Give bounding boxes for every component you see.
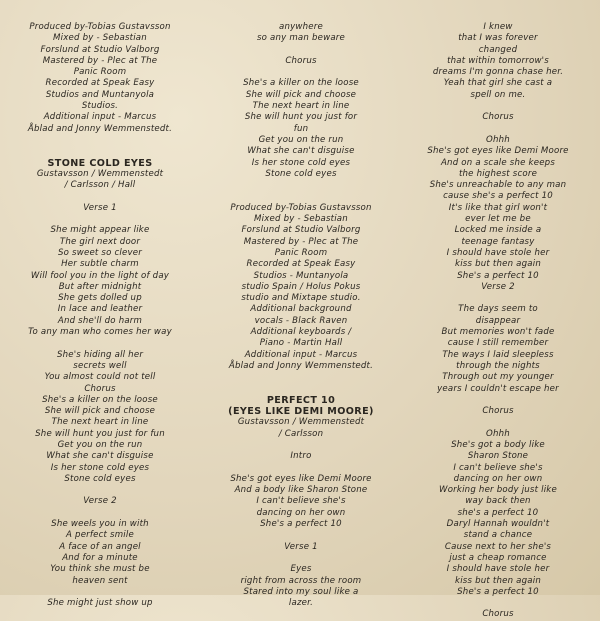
lyric-line: way back then bbox=[465, 496, 531, 507]
lyric-line: Additional keyboards / bbox=[250, 327, 352, 338]
lyric-line: Produced by-Tobias Gustavsson bbox=[230, 202, 372, 213]
lyric-line: the highest score bbox=[458, 168, 538, 179]
lyric-line: Yeah that girl she cast a bbox=[443, 78, 553, 89]
lyric-line: I should have stole her bbox=[446, 247, 550, 258]
lyric-line: Additional input - Marcus bbox=[244, 349, 358, 360]
lyric-line: Recorded at Speak Easy bbox=[45, 78, 155, 89]
lyric-line: Forslund at Studio Valborg bbox=[40, 44, 160, 55]
lyric-line: that within tomorrow's bbox=[447, 55, 549, 66]
lyric-line: She's a killer on the loose bbox=[42, 394, 158, 405]
blank-line bbox=[203, 67, 399, 78]
lyric-line: ever let me be bbox=[465, 214, 531, 225]
lyric-line: lazer. bbox=[288, 598, 314, 609]
lyric-line: right from across the room bbox=[240, 575, 362, 586]
lyric-line: She's unreachable to any man bbox=[429, 180, 567, 191]
lyric-line: heaven sent bbox=[72, 575, 128, 586]
lyric-line: dancing on her own bbox=[453, 473, 543, 484]
lyric-line: Mixed by - Sebastian bbox=[254, 214, 348, 225]
lyric-line: cause I still remember bbox=[447, 338, 549, 349]
lyric-line: A perfect smile bbox=[66, 530, 134, 541]
lyric-line: Gustavsson / Wemmenstedt bbox=[237, 417, 365, 428]
lyric-line: She's a killer on the loose bbox=[243, 78, 359, 89]
lyric-line: through the nights bbox=[456, 360, 540, 371]
lyric-line: And on a scale she keeps bbox=[440, 157, 556, 168]
lyric-line: The girl next door bbox=[59, 236, 141, 247]
lyric-line: Working her body just like bbox=[439, 485, 557, 496]
lyric-line: And for a minute bbox=[62, 552, 138, 563]
lyric-line: Additional input - Marcus bbox=[43, 112, 157, 123]
lyric-line: Through out my younger bbox=[442, 372, 554, 383]
lyric-line: changed bbox=[478, 44, 518, 55]
lyric-line: I can't believe she's bbox=[256, 496, 346, 507]
lyric-line: Panic Room bbox=[274, 247, 328, 258]
blank-line bbox=[203, 384, 399, 395]
lyric-line: She's a perfect 10 bbox=[457, 270, 539, 281]
lyric-line: And she'll do harm bbox=[57, 315, 143, 326]
lyric-line: She's got eyes like Demi Moore bbox=[230, 473, 372, 484]
lyric-line: Stone cold eyes bbox=[265, 168, 337, 179]
lyric-line: dreams I'm gonna chase her. bbox=[432, 67, 564, 78]
lyric-line: Panic Room bbox=[73, 67, 127, 78]
lyric-line: Åblad and Jonny Wemmenstedt. bbox=[27, 123, 173, 134]
blank-line bbox=[6, 135, 194, 146]
lyric-line: Mixed by - Sebastian bbox=[53, 33, 147, 44]
lyric-line: To any man who comes her way bbox=[28, 327, 172, 338]
lyric-line: / Carlsson bbox=[278, 428, 324, 439]
song-title: STONE COLD EYES bbox=[47, 157, 153, 169]
lyric-line: She weels you in with bbox=[51, 519, 149, 530]
lyric-line: Sharon Stone bbox=[467, 451, 529, 462]
lyric-line: Recorded at Speak Easy bbox=[246, 259, 356, 270]
lyric-line: Studios - Muntanyola bbox=[253, 270, 349, 281]
lyric-line: Piano - Martin Hall bbox=[259, 338, 343, 349]
lyric-line: that I was forever bbox=[458, 33, 538, 44]
lyric-line: I should have stole her bbox=[446, 564, 550, 575]
blank-line bbox=[203, 463, 399, 474]
lyric-line: She's got a body like bbox=[451, 439, 545, 450]
lyric-line: What she can't disguise bbox=[46, 451, 154, 462]
blank-line bbox=[6, 214, 194, 225]
lyric-line: She's a perfect 10 bbox=[457, 586, 539, 597]
lyric-line: The next heart in line bbox=[51, 417, 149, 428]
lyric-line: Eyes bbox=[290, 564, 312, 575]
blank-line bbox=[400, 598, 596, 609]
blank-line bbox=[6, 485, 194, 496]
song-title: (EYES LIKE DEMI MOORE) bbox=[228, 406, 374, 418]
lyric-line: Will fool you in the light of day bbox=[30, 270, 170, 281]
lyric-line: Ohhh bbox=[486, 428, 510, 439]
blank-line bbox=[203, 553, 399, 564]
lyric-line: A face of an angel bbox=[59, 541, 141, 552]
lyric-line: Verse 2 bbox=[83, 496, 117, 507]
lyric-line: She will pick and choose bbox=[44, 406, 156, 417]
lyric-line: Get you on the run bbox=[57, 439, 143, 450]
lyric-line: Additional background bbox=[250, 304, 352, 315]
lyric-line: Chorus bbox=[482, 112, 514, 123]
lyric-line: Verse 2 bbox=[481, 281, 515, 292]
lyric-line: But after midnight bbox=[58, 281, 142, 292]
blank-line bbox=[203, 530, 399, 541]
lyric-line: Stone cold eyes bbox=[64, 473, 136, 484]
lyric-line: Gustavsson / Wemmenstedt bbox=[36, 168, 164, 179]
lyric-line: She gets dolled up bbox=[58, 293, 142, 304]
lyric-line: Chorus bbox=[84, 383, 116, 394]
lyric-line: Get you on the run bbox=[258, 134, 344, 145]
lyric-line: Intro bbox=[290, 451, 312, 462]
blank-line bbox=[400, 101, 596, 112]
lyric-line: years I couldn't escape her bbox=[437, 383, 559, 394]
blank-line bbox=[203, 440, 399, 451]
blank-line bbox=[6, 338, 194, 349]
lyric-line: Locked me inside a bbox=[454, 225, 542, 236]
lyric-line: Chorus bbox=[482, 609, 514, 620]
lyric-line: stand a chance bbox=[463, 530, 533, 541]
lyric-line: Daryl Hannah wouldn't bbox=[446, 519, 550, 530]
lyrics-column-2 bbox=[203, 22, 399, 609]
blank-line bbox=[6, 146, 194, 157]
lyrics-column-3 bbox=[400, 22, 596, 621]
lyric-line: So sweet so clever bbox=[58, 247, 142, 258]
lyric-line: Forslund at Studio Valborg bbox=[241, 225, 361, 236]
blank-line bbox=[6, 191, 194, 202]
lyric-line: / Carlsson / Hall bbox=[64, 180, 136, 191]
lyric-line: She's got eyes like Demi Moore bbox=[427, 146, 569, 157]
lyric-line: Verse 1 bbox=[284, 541, 318, 552]
lyric-line: She will hunt you just for fun bbox=[35, 428, 165, 439]
lyric-line: studio Spain / Holus Pokus bbox=[241, 281, 361, 292]
lyric-line: But memories won't fade bbox=[441, 327, 555, 338]
lyric-line: She's a perfect 10 bbox=[260, 519, 342, 530]
lyrics-column-1 bbox=[6, 22, 194, 609]
lyric-line: It's like that girl won't bbox=[448, 202, 548, 213]
lyric-line: The ways I laid sleepless bbox=[442, 349, 554, 360]
lyric-line: The days seem to bbox=[458, 304, 538, 315]
lyric-line: Cause next to her she's bbox=[444, 541, 552, 552]
lyric-line: I knew bbox=[483, 22, 513, 32]
lyric-line: Produced by-Tobias Gustavsson bbox=[29, 22, 171, 32]
lyric-line: teenage fantasy bbox=[461, 236, 535, 247]
lyric-line: anywhere bbox=[279, 22, 323, 32]
lyric-line: Åblad and Jonny Wemmenstedt. bbox=[228, 360, 374, 371]
lyric-line: Is her stone cold eyes bbox=[50, 462, 150, 473]
blank-line bbox=[6, 508, 194, 519]
lyric-line: she's a perfect 10 bbox=[457, 507, 539, 518]
lyric-line: fun bbox=[293, 123, 309, 134]
lyric-line: Mastered by - Plec at The bbox=[42, 55, 158, 66]
blank-line bbox=[6, 587, 194, 598]
lyric-line: You almost could not tell bbox=[44, 372, 156, 383]
blank-line bbox=[400, 124, 596, 135]
blank-line bbox=[203, 372, 399, 383]
lyric-line: Studios. bbox=[81, 101, 119, 112]
blank-line bbox=[400, 293, 596, 304]
lyric-line: kiss but then again bbox=[455, 575, 541, 586]
lyric-line: Verse 1 bbox=[83, 202, 117, 213]
lyric-line: kiss but then again bbox=[455, 259, 541, 270]
lyric-line: Mastered by - Plec at The bbox=[243, 236, 359, 247]
lyric-line: What she can't disguise bbox=[247, 146, 355, 157]
lyric-line: You think she must be bbox=[50, 564, 150, 575]
lyric-line: dancing on her own bbox=[256, 507, 346, 518]
lyric-line: The next heart in line bbox=[252, 101, 350, 112]
lyric-line: vocals - Black Raven bbox=[254, 315, 348, 326]
lyric-line: She will hunt you just for bbox=[244, 112, 358, 123]
lyric-line: spell on me. bbox=[470, 89, 526, 100]
lyric-line: She will pick and choose bbox=[245, 89, 357, 100]
lyric-line: Her subtle charm bbox=[61, 259, 139, 270]
lyric-line: cause she's a perfect 10 bbox=[443, 191, 553, 202]
lyric-line: studio and Mixtape studio. bbox=[241, 293, 361, 304]
lyric-line: She might appear like bbox=[50, 225, 150, 236]
lyric-line: In lace and leather bbox=[57, 304, 143, 315]
lyric-line: I can't believe she's bbox=[453, 462, 543, 473]
blank-line bbox=[203, 180, 399, 191]
lyric-line: And a body like Sharon Stone bbox=[234, 485, 368, 496]
lyric-line: She might just show up bbox=[47, 598, 153, 609]
lyric-line: Chorus bbox=[482, 406, 514, 417]
lyric-line: so any man beware bbox=[256, 33, 346, 44]
lyric-line: Stared into my soul like a bbox=[243, 586, 359, 597]
lyric-line: Ohhh bbox=[486, 134, 510, 145]
blank-line bbox=[400, 417, 596, 428]
lyric-line: She's hiding all her bbox=[56, 349, 144, 360]
song-title: PERFECT 10 bbox=[266, 394, 336, 406]
lyric-line: disappear bbox=[475, 315, 521, 326]
lyric-line: Studios and Muntanyola bbox=[45, 89, 155, 100]
blank-line bbox=[203, 45, 399, 56]
lyric-line: just a cheap romance bbox=[449, 552, 547, 563]
lyric-line: Chorus bbox=[285, 55, 317, 66]
blank-line bbox=[400, 395, 596, 406]
blank-line bbox=[203, 191, 399, 202]
lyric-line: Is her stone cold eyes bbox=[251, 157, 351, 168]
lyric-line: secrets well bbox=[73, 360, 127, 371]
